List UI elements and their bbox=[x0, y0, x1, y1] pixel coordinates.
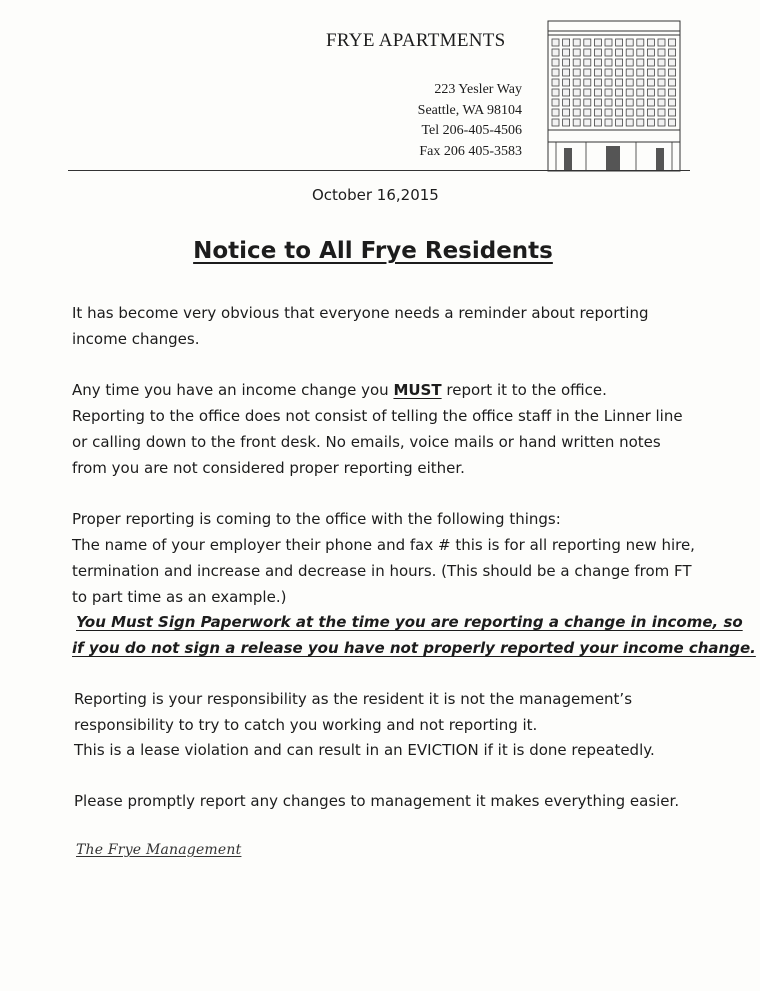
paragraph-4-line-1: Reporting is your responsibility as the resident it is not the management’s bbox=[74, 690, 633, 708]
must-emphasis: MUST bbox=[393, 381, 442, 399]
building-logo bbox=[546, 18, 684, 174]
must-after: report it to the office. bbox=[441, 381, 607, 399]
paragraph-3-line-2: The name of your employer their phone and fax # this is for all reporting new hire, bbox=[72, 536, 695, 554]
paragraph-4-line-2: responsibility to try to catch you working and not reporting it. bbox=[74, 716, 538, 734]
notice-date: October 16,2015 bbox=[312, 186, 439, 204]
notice-title: Notice to All Frye Residents bbox=[193, 238, 553, 264]
address-fax: Fax 206 405-3583 bbox=[419, 143, 522, 159]
paragraph-3-line-3: termination and increase and decrease in hours. (This should be a change from FT bbox=[72, 562, 692, 580]
organization-name: FRYE APARTMENTS bbox=[326, 30, 506, 51]
paragraph-2-line-3: or calling down to the front desk. No emails, voice mails or hand written notes bbox=[72, 433, 661, 451]
management-signature: The Frye Management bbox=[76, 842, 242, 858]
paragraph-4-line-3: This is a lease violation and can result in an EVICTION if it is done repeatedly. bbox=[74, 741, 655, 759]
must-before: Any time you have an income change you bbox=[72, 381, 394, 399]
paragraph-2-line-1 bbox=[72, 381, 607, 399]
paragraph-1-line-1: It has become very obvious that everyone needs a reminder about reporting bbox=[72, 304, 649, 322]
paragraph-3-emphasis-line-1: You Must Sign Paperwork at the time you are reporting a change in income, so bbox=[76, 613, 743, 631]
address-city: Seattle, WA 98104 bbox=[417, 102, 522, 118]
paragraph-5-line-1: Please promptly report any changes to management it makes everything easier. bbox=[74, 792, 680, 810]
paragraph-3-emphasis-line-2: if you do not sign a release you have not properly reported your income change. bbox=[72, 639, 756, 657]
paragraph-1-line-2: income changes. bbox=[72, 330, 200, 348]
address-block bbox=[418, 80, 522, 162]
address-phone: Tel 206-405-4506 bbox=[421, 123, 522, 138]
paragraph-3-line-4: to part time as an example.) bbox=[72, 588, 287, 606]
paragraph-3-line-1: Proper reporting is coming to the office with the following things: bbox=[72, 510, 561, 528]
paragraph-2-line-2: Reporting to the office does not consist of telling the office staff in the Linner line bbox=[72, 407, 683, 425]
paragraph-2-line-4: from you are not considered proper reporting either. bbox=[72, 459, 465, 477]
header-divider bbox=[68, 170, 690, 171]
address-street: 223 Yesler Way bbox=[434, 82, 522, 97]
